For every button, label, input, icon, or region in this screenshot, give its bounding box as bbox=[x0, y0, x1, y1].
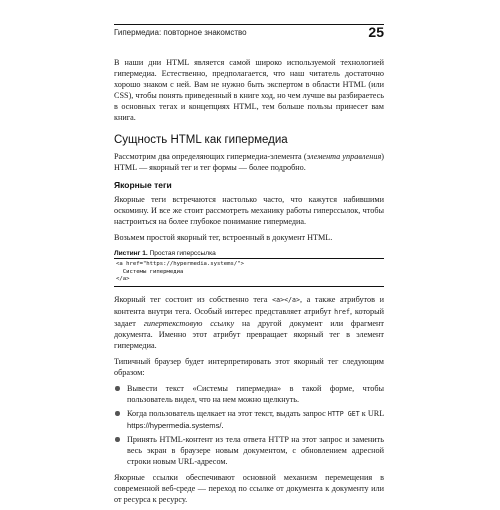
bullet-text-2c: . bbox=[221, 420, 224, 430]
list-item bbox=[114, 434, 384, 467]
inline-code-href: href bbox=[334, 307, 350, 316]
hypermedia-url-link[interactable]: https://hypermedia.systems/ bbox=[127, 420, 222, 430]
inline-code-http-get: HTTP GET bbox=[327, 409, 360, 418]
listing-label: Листинг 1. bbox=[114, 250, 148, 257]
explain-text-d: на другой документ или фрагмент документа. Именно этот атрибут превращает якорный тег в элемент гипермедиа. bbox=[114, 318, 384, 350]
explain-paragraph-1 bbox=[114, 294, 384, 351]
running-title: Гипермедиа: повторное знакомство bbox=[114, 28, 247, 37]
code-listing: <a href="https://hypermedia.systems/"> Системы гипермедиа </a> bbox=[114, 259, 384, 287]
explain-paragraph-2: Типичный браузер будет интерпретировать этот якорный тег следующим образом: bbox=[114, 356, 384, 377]
subsection-paragraph-2: Возьмем простой якорный тег, встроенный в документ HTML. bbox=[114, 233, 333, 242]
subsection-heading: Якорные теги bbox=[114, 180, 172, 190]
closing-paragraph: Якорные ссылки обеспечивают основной механизм перемещения в современной веб-среде — переход по ссылке от документа к документу или от ресурса к ресурсу. bbox=[114, 472, 384, 504]
subsection-paragraph-1: Якорные теги встречаются настолько часто, что кажутся набившими оскомину. И все же стоит рассмотреть механику работы гиперссылок, чтобы настроиться на более глубокое понимание гипермедиа. bbox=[114, 195, 384, 226]
bullet-text-3: Принять HTML-контент из тела ответа HTTP на этот запрос и заменить весь экран в браузере новым документом, с обновлением адресной строки новым URL-адресом. bbox=[127, 434, 384, 466]
list-item bbox=[114, 408, 384, 431]
section-paragraph bbox=[114, 151, 384, 173]
bullet-text-2a: Когда пользователь щелкает на этот текст, выдать запрос bbox=[127, 408, 328, 418]
bullet-text-2b: к URL bbox=[359, 408, 384, 418]
list-item bbox=[114, 383, 384, 405]
inline-code-a-tag: <a></a> bbox=[272, 295, 300, 304]
section-heading: Сущность HTML как гипермедиа bbox=[114, 134, 288, 146]
bullet-dot-icon bbox=[115, 411, 120, 416]
listing-title: Простая гиперссылка bbox=[147, 250, 216, 257]
explain-text-a: Якорный тег состоит из собственно тега bbox=[114, 294, 273, 304]
intro-paragraph: В наши дни HTML является самой широко используемой технологией гипермедиа. Естественно, предполагается, что наш читатель достаточно хорошо знаком с ней. Вам не нужно быть экспертом в области HTML (или CSS), чтобы понять приведенный в книге ход, но чем лучше вы разбираетесь в основных тегах и концепциях HTML, тем больше пользы принесет вам книга. bbox=[114, 58, 384, 122]
bullet-dot-icon bbox=[115, 386, 120, 391]
listing-caption bbox=[114, 250, 384, 259]
explain-emphasis: гипертекстовую ссылку bbox=[143, 318, 235, 328]
bullet-text-1: Вывести текст «Системы гипермедиа» в такой форме, чтобы пользователь видел, что на нем можно щелкнуть. bbox=[127, 383, 384, 404]
explain-text-c: , который задает bbox=[114, 306, 384, 328]
page-content bbox=[114, 57, 384, 510]
section-emphasis: элемента управления bbox=[306, 152, 382, 161]
page-number: 25 bbox=[368, 24, 384, 40]
bullet-list bbox=[114, 383, 384, 467]
section-text-b: ) HTML — якорный тег и тег формы — более подробно. bbox=[114, 152, 384, 172]
explain-text-b: , а также атрибутов и контента внутри тега. Особый интерес представляет атрибут bbox=[114, 294, 384, 316]
bullet-dot-icon bbox=[115, 437, 120, 442]
section-text-a: Рассмотрим два определяющих гипермедиа-элемента ( bbox=[114, 152, 307, 161]
